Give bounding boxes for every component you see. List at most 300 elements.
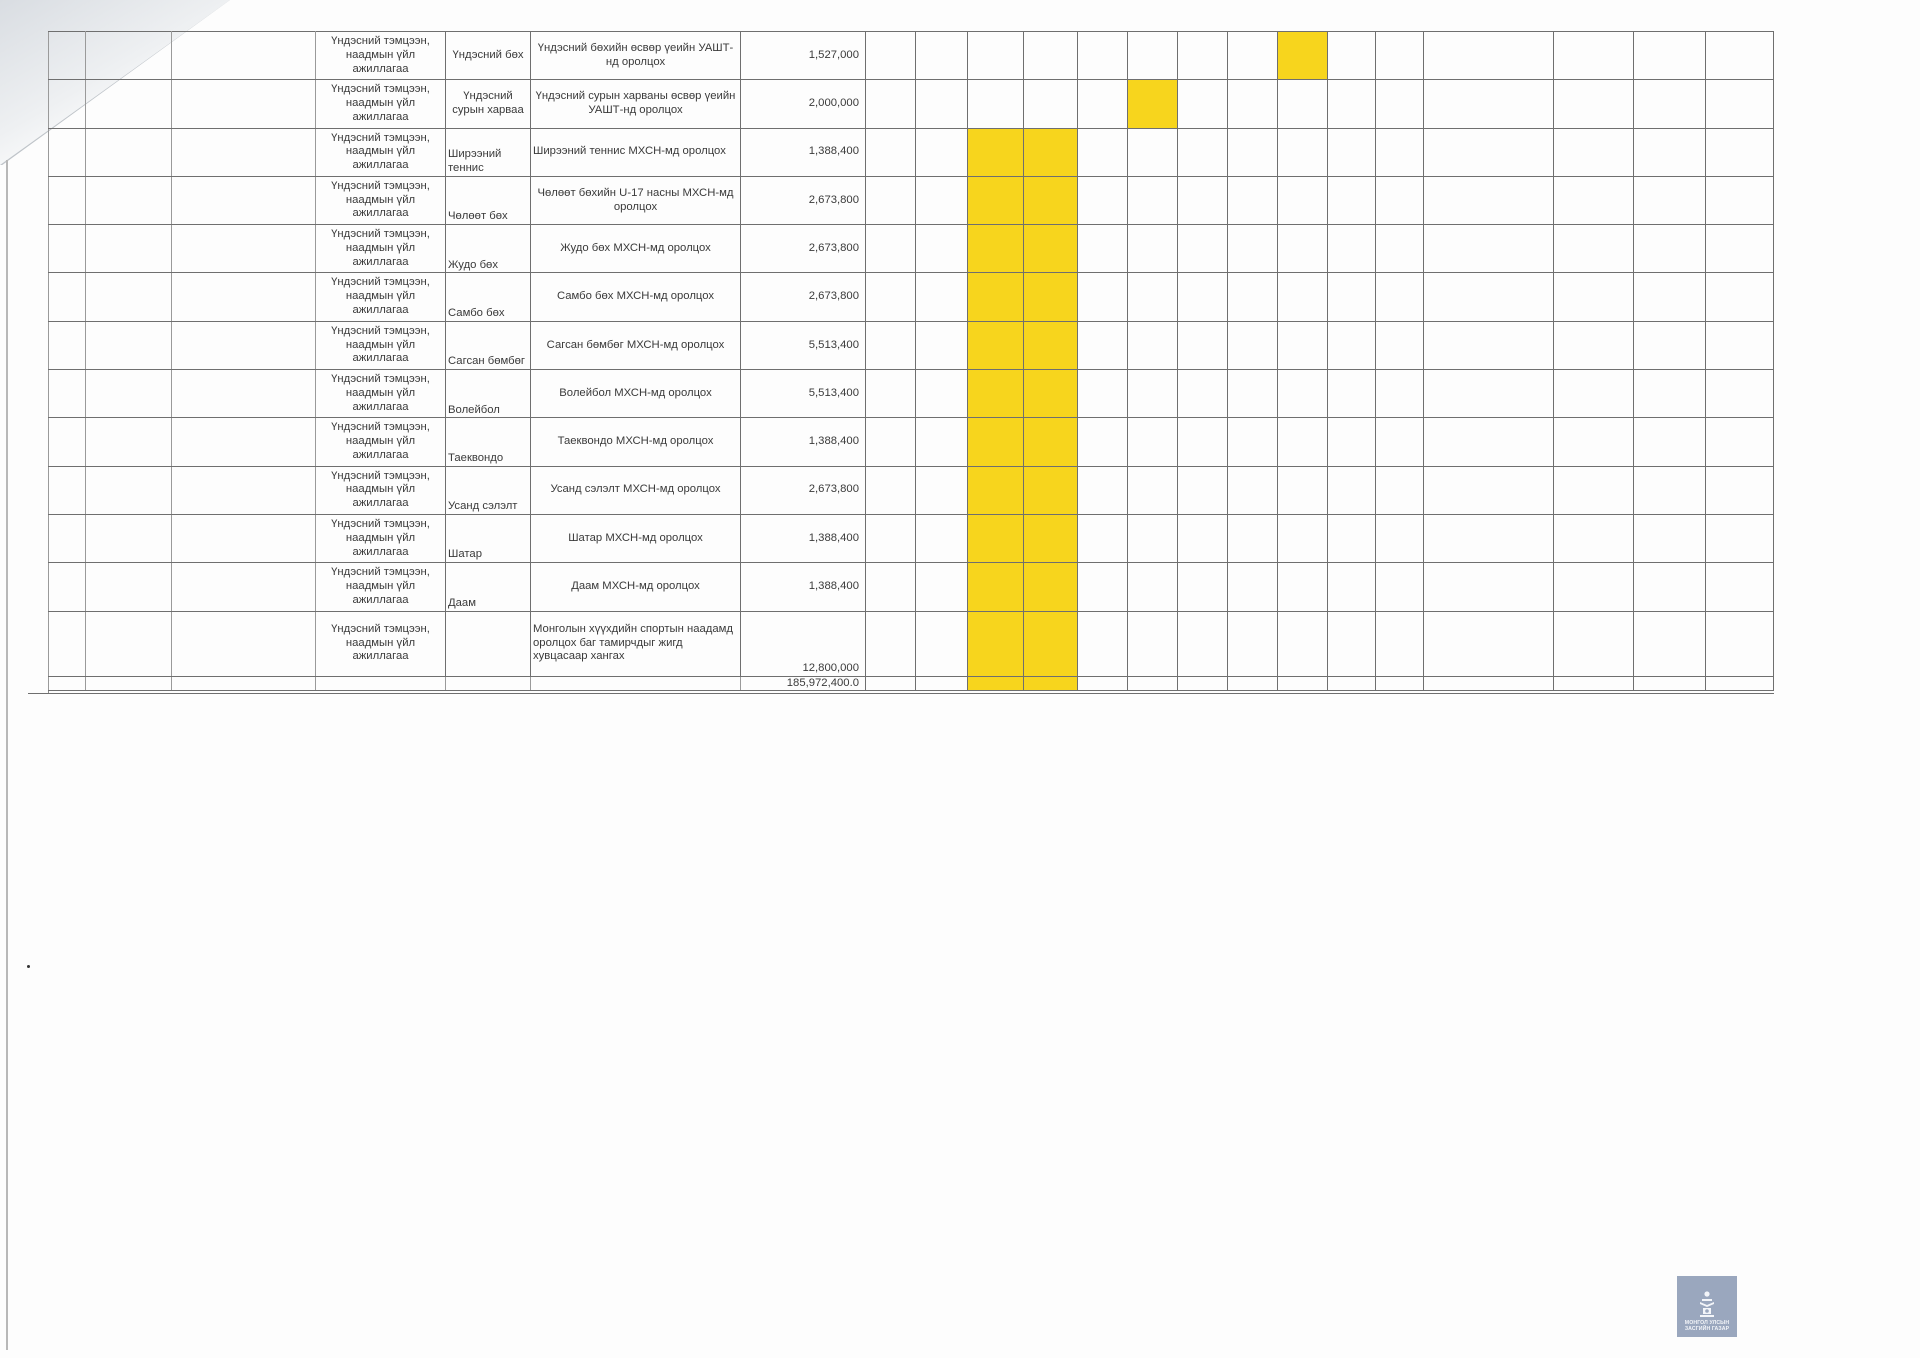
schedule-cell — [1278, 370, 1328, 418]
schedule-cell — [866, 514, 916, 562]
schedule-cell — [1024, 80, 1078, 128]
schedule-cell — [1228, 676, 1278, 691]
schedule-cell — [1228, 418, 1278, 466]
schedule-cell — [916, 128, 968, 176]
schedule-cell — [1424, 418, 1554, 466]
schedule-cell — [916, 225, 968, 273]
schedule-cell — [866, 128, 916, 176]
sport-cell: Даам — [446, 563, 531, 611]
sport-cell: Шатар — [446, 514, 531, 562]
schedule-cell — [866, 176, 916, 224]
blank-cell — [172, 80, 316, 128]
schedule-cell — [1278, 321, 1328, 369]
schedule-cell — [1128, 128, 1178, 176]
schedule-cell-highlighted — [1024, 176, 1078, 224]
sport-cell: Үндэсний сурын харваа — [446, 80, 531, 128]
schedule-cell — [1178, 611, 1228, 676]
schedule-cell — [1178, 80, 1228, 128]
schedule-cell — [1178, 418, 1228, 466]
schedule-cell — [916, 418, 968, 466]
schedule-cell — [1078, 563, 1128, 611]
schedule-cell — [1278, 514, 1328, 562]
schedule-cell — [1554, 321, 1634, 369]
table-row — [49, 466, 1774, 514]
schedule-cell — [1178, 128, 1228, 176]
schedule-cell — [1078, 321, 1128, 369]
schedule-cell — [1634, 273, 1706, 321]
blank-cell — [172, 321, 316, 369]
schedule-cell-highlighted — [968, 563, 1024, 611]
blank-cell — [49, 273, 86, 321]
activity-cell: Шатар МХСН-мд оролцох — [531, 514, 741, 562]
soyombo-emblem-icon — [1696, 1290, 1718, 1318]
schedule-cell — [1328, 611, 1376, 676]
schedule-cell — [1554, 676, 1634, 691]
category-cell: Үндэсний тэмцээн, наадмын үйл ажиллагаа — [316, 563, 446, 611]
schedule-cell — [1178, 563, 1228, 611]
total-row — [49, 676, 1774, 691]
schedule-cell — [1228, 80, 1278, 128]
schedule-cell — [866, 32, 916, 80]
blank-cell — [86, 370, 172, 418]
activity-cell: Волейбол МХСН-мд оролцох — [531, 370, 741, 418]
category-cell: Үндэсний тэмцээн, наадмын үйл ажиллагаа — [316, 176, 446, 224]
schedule-cell — [1554, 176, 1634, 224]
blank-cell — [172, 128, 316, 176]
schedule-cell — [1376, 80, 1424, 128]
schedule-cell — [1178, 514, 1228, 562]
schedule-cell — [1078, 370, 1128, 418]
blank-cell — [49, 676, 86, 691]
blank-cell — [172, 225, 316, 273]
schedule-cell — [1178, 676, 1228, 691]
schedule-cell — [968, 32, 1024, 80]
schedule-cell — [1634, 80, 1706, 128]
logo-line-1: МОНГОЛ УЛСЫН — [1684, 1320, 1730, 1327]
schedule-cell — [1128, 370, 1178, 418]
schedule-cell — [1178, 176, 1228, 224]
schedule-cell — [1424, 128, 1554, 176]
schedule-cell — [1706, 176, 1774, 224]
table-row — [49, 418, 1774, 466]
schedule-cell — [1178, 370, 1228, 418]
schedule-cell — [916, 273, 968, 321]
schedule-cell — [1424, 370, 1554, 418]
schedule-cell — [916, 321, 968, 369]
schedule-cell — [916, 80, 968, 128]
schedule-cell-highlighted — [968, 611, 1024, 676]
schedule-cell — [1078, 80, 1128, 128]
amount-cell: 2,673,800 — [741, 225, 866, 273]
amount-cell: 2,673,800 — [741, 466, 866, 514]
blank-cell — [49, 370, 86, 418]
table-row — [49, 176, 1774, 224]
schedule-cell — [1706, 676, 1774, 691]
schedule-cell — [1634, 128, 1706, 176]
blank-cell — [86, 273, 172, 321]
table-row — [49, 563, 1774, 611]
schedule-cell — [1376, 611, 1424, 676]
schedule-cell — [866, 370, 916, 418]
blank-cell — [49, 32, 86, 80]
schedule-cell — [1706, 128, 1774, 176]
schedule-cell — [1328, 466, 1376, 514]
category-cell: Үндэсний тэмцээн, наадмын үйл ажиллагаа — [316, 128, 446, 176]
schedule-cell-highlighted — [1024, 514, 1078, 562]
activity-cell: Чөлөөт бөхийн U-17 насны МХСН-мд оролцох — [531, 176, 741, 224]
schedule-cell — [1328, 80, 1376, 128]
schedule-cell — [1554, 128, 1634, 176]
schedule-cell-highlighted — [1128, 80, 1178, 128]
schedule-cell — [1634, 563, 1706, 611]
table-row — [49, 273, 1774, 321]
schedule-cell — [1278, 563, 1328, 611]
blank-cell — [446, 676, 531, 691]
activity-cell: Жудо бөх МХСН-мд оролцох — [531, 225, 741, 273]
blank-cell — [172, 676, 316, 691]
schedule-cell — [1634, 176, 1706, 224]
blank-cell — [49, 80, 86, 128]
schedule-cell — [1278, 676, 1328, 691]
activity-cell: Үндэсний сурын харваны өсвөр үеийн УАШТ-нд оролцох — [531, 80, 741, 128]
schedule-cell-highlighted — [1024, 128, 1078, 176]
schedule-cell — [866, 676, 916, 691]
schedule-cell — [1328, 514, 1376, 562]
schedule-cell — [866, 466, 916, 514]
schedule-cell — [1328, 176, 1376, 224]
blank-cell — [49, 514, 86, 562]
schedule-cell-highlighted — [968, 676, 1024, 691]
blank-cell — [49, 611, 86, 676]
schedule-cell — [1706, 225, 1774, 273]
category-cell: Үндэсний тэмцээн, наадмын үйл ажиллагаа — [316, 418, 446, 466]
schedule-cell — [1328, 225, 1376, 273]
page-edge-line — [6, 160, 8, 1350]
schedule-cell — [1078, 418, 1128, 466]
activity-cell: Монголын хүүхдийн спортын наадамд оролцох баг тамирчдыг жигд хувцасаар хангах — [531, 611, 741, 676]
amount-cell: 2,000,000 — [741, 80, 866, 128]
blank-cell — [86, 321, 172, 369]
activity-cell: Ширээний теннис МХСН-мд оролцох — [531, 128, 741, 176]
schedule-cell — [1328, 676, 1376, 691]
schedule-cell — [1078, 611, 1128, 676]
schedule-cell — [1634, 611, 1706, 676]
schedule-cell — [866, 80, 916, 128]
schedule-cell-highlighted — [1024, 225, 1078, 273]
blank-cell — [172, 563, 316, 611]
sport-cell: Сагсан бөмбөг — [446, 321, 531, 369]
schedule-cell-highlighted — [1024, 611, 1078, 676]
amount-cell: 12,800,000 — [741, 611, 866, 676]
schedule-cell — [1376, 514, 1424, 562]
schedule-cell — [1328, 273, 1376, 321]
schedule-cell — [1706, 370, 1774, 418]
schedule-cell — [1278, 611, 1328, 676]
schedule-cell — [1228, 563, 1278, 611]
schedule-cell — [1554, 273, 1634, 321]
schedule-cell — [1278, 273, 1328, 321]
schedule-cell — [1328, 418, 1376, 466]
schedule-cell — [1078, 466, 1128, 514]
blank-cell — [49, 225, 86, 273]
schedule-cell — [1424, 466, 1554, 514]
schedule-cell — [1706, 466, 1774, 514]
schedule-cell — [866, 418, 916, 466]
table-row — [49, 225, 1774, 273]
activity-cell: Үндэсний бөхийн өсвөр үеийн УАШТ-нд оролцох — [531, 32, 741, 80]
blank-cell — [172, 370, 316, 418]
category-cell: Үндэсний тэмцээн, наадмын үйл ажиллагаа — [316, 321, 446, 369]
schedule-cell — [1376, 370, 1424, 418]
schedule-cell-highlighted — [1024, 370, 1078, 418]
schedule-cell — [1328, 32, 1376, 80]
amount-cell: 5,513,400 — [741, 370, 866, 418]
schedule-cell-highlighted — [968, 128, 1024, 176]
schedule-cell-highlighted — [968, 321, 1024, 369]
schedule-cell — [1228, 466, 1278, 514]
schedule-cell-highlighted — [968, 466, 1024, 514]
schedule-cell — [1706, 611, 1774, 676]
schedule-cell — [1376, 225, 1424, 273]
schedule-cell — [1024, 32, 1078, 80]
schedule-cell — [1554, 563, 1634, 611]
table-row — [49, 128, 1774, 176]
schedule-cell — [1128, 418, 1178, 466]
schedule-cell — [1706, 32, 1774, 80]
schedule-cell — [1424, 676, 1554, 691]
schedule-cell — [1278, 128, 1328, 176]
schedule-cell — [1376, 32, 1424, 80]
schedule-cell — [1376, 466, 1424, 514]
schedule-cell — [1228, 514, 1278, 562]
sport-cell — [446, 611, 531, 676]
category-cell: Үндэсний тэмцээн, наадмын үйл ажиллагаа — [316, 80, 446, 128]
schedule-cell — [1376, 321, 1424, 369]
table-row — [49, 611, 1774, 676]
schedule-cell — [1376, 676, 1424, 691]
blank-cell — [86, 80, 172, 128]
schedule-cell-highlighted — [968, 370, 1024, 418]
schedule-cell — [1228, 32, 1278, 80]
schedule-cell — [1554, 32, 1634, 80]
schedule-cell — [1634, 418, 1706, 466]
sport-cell: Чөлөөт бөх — [446, 176, 531, 224]
table-row — [49, 32, 1774, 80]
category-cell: Үндэсний тэмцээн, наадмын үйл ажиллагаа — [316, 225, 446, 273]
schedule-cell — [1078, 176, 1128, 224]
sport-cell: Таеквондо — [446, 418, 531, 466]
schedule-cell-highlighted — [1278, 32, 1328, 80]
schedule-cell — [1128, 176, 1178, 224]
schedule-cell — [1278, 80, 1328, 128]
blank-cell — [86, 128, 172, 176]
schedule-cell — [1128, 611, 1178, 676]
category-cell: Үндэсний тэмцээн, наадмын үйл ажиллагаа — [316, 273, 446, 321]
schedule-cell — [1706, 321, 1774, 369]
schedule-cell — [1554, 466, 1634, 514]
schedule-cell — [1634, 321, 1706, 369]
schedule-cell-highlighted — [1024, 418, 1078, 466]
schedule-cell — [1178, 225, 1228, 273]
blank-cell — [49, 563, 86, 611]
blank-cell — [172, 273, 316, 321]
schedule-cell — [866, 225, 916, 273]
schedule-cell — [1424, 225, 1554, 273]
schedule-cell — [1228, 611, 1278, 676]
schedule-cell — [1634, 514, 1706, 562]
schedule-cell — [1078, 676, 1128, 691]
blank-cell — [316, 676, 446, 691]
schedule-cell — [1706, 563, 1774, 611]
activity-cell: Даам МХСН-мд оролцох — [531, 563, 741, 611]
blank-cell — [49, 466, 86, 514]
schedule-cell — [1078, 273, 1128, 321]
schedule-cell — [1376, 563, 1424, 611]
schedule-cell — [1634, 32, 1706, 80]
schedule-cell — [866, 563, 916, 611]
schedule-cell — [1634, 676, 1706, 691]
schedule-cell — [916, 370, 968, 418]
schedule-cell — [866, 321, 916, 369]
schedule-cell — [1328, 563, 1376, 611]
category-cell: Үндэсний тэмцээн, наадмын үйл ажиллагаа — [316, 466, 446, 514]
schedule-cell — [916, 611, 968, 676]
schedule-cell-highlighted — [968, 273, 1024, 321]
table-row — [49, 370, 1774, 418]
blank-cell — [49, 128, 86, 176]
schedule-cell-highlighted — [968, 514, 1024, 562]
schedule-cell — [1424, 176, 1554, 224]
blank-cell — [531, 676, 741, 691]
schedule-cell — [1554, 225, 1634, 273]
sport-cell: Волейбол — [446, 370, 531, 418]
category-cell: Үндэсний тэмцээн, наадмын үйл ажиллагаа — [316, 611, 446, 676]
total-amount: 185,972,400.0 — [741, 676, 866, 691]
blank-cell — [86, 225, 172, 273]
schedule-cell — [1078, 225, 1128, 273]
schedule-cell-highlighted — [968, 418, 1024, 466]
amount-cell: 1,388,400 — [741, 418, 866, 466]
schedule-cell-highlighted — [968, 225, 1024, 273]
schedule-cell — [1706, 514, 1774, 562]
schedule-cell — [1228, 273, 1278, 321]
blank-cell — [172, 611, 316, 676]
blank-cell — [172, 176, 316, 224]
schedule-cell — [1706, 418, 1774, 466]
schedule-cell — [1554, 418, 1634, 466]
sport-cell: Самбо бөх — [446, 273, 531, 321]
schedule-cell-highlighted — [1024, 273, 1078, 321]
schedule-cell — [1128, 563, 1178, 611]
blank-cell — [172, 32, 316, 80]
schedule-cell-highlighted — [968, 176, 1024, 224]
blank-cell — [49, 321, 86, 369]
schedule-cell — [1178, 32, 1228, 80]
schedule-cell — [1278, 418, 1328, 466]
schedule-cell — [1128, 225, 1178, 273]
schedule-cell — [1228, 370, 1278, 418]
schedule-cell — [866, 273, 916, 321]
schedule-cell — [1128, 321, 1178, 369]
category-cell: Үндэсний тэмцээн, наадмын үйл ажиллагаа — [316, 514, 446, 562]
blank-cell — [86, 563, 172, 611]
amount-cell: 1,388,400 — [741, 514, 866, 562]
schedule-cell — [1128, 676, 1178, 691]
schedule-cell-highlighted — [1024, 563, 1078, 611]
schedule-cell — [1278, 176, 1328, 224]
category-cell: Үндэсний тэмцээн, наадмын үйл ажиллагаа — [316, 370, 446, 418]
sport-cell: Жудо бөх — [446, 225, 531, 273]
schedule-cell — [916, 514, 968, 562]
amount-cell: 2,673,800 — [741, 273, 866, 321]
schedule-cell — [916, 32, 968, 80]
schedule-cell — [1178, 466, 1228, 514]
schedule-cell — [916, 563, 968, 611]
schedule-cell — [1424, 32, 1554, 80]
budget-table — [48, 31, 1774, 691]
schedule-cell — [1424, 321, 1554, 369]
schedule-cell — [1178, 321, 1228, 369]
schedule-cell — [1634, 225, 1706, 273]
schedule-cell — [1228, 225, 1278, 273]
blank-cell — [172, 514, 316, 562]
schedule-cell — [1554, 80, 1634, 128]
scan-speck — [27, 965, 30, 968]
schedule-cell — [1278, 225, 1328, 273]
amount-cell: 1,388,400 — [741, 563, 866, 611]
table-row — [49, 80, 1774, 128]
schedule-cell — [1328, 370, 1376, 418]
schedule-cell — [1554, 370, 1634, 418]
schedule-cell — [1376, 176, 1424, 224]
schedule-cell — [1078, 32, 1128, 80]
schedule-cell — [1706, 80, 1774, 128]
table-bottom-rule — [28, 693, 1774, 694]
schedule-cell — [1278, 466, 1328, 514]
table-left-stub — [26, 31, 49, 694]
schedule-cell — [1328, 321, 1376, 369]
blank-cell — [86, 32, 172, 80]
government-logo — [1677, 1276, 1737, 1337]
schedule-cell — [1128, 466, 1178, 514]
schedule-cell — [1634, 370, 1706, 418]
schedule-cell — [916, 176, 968, 224]
table-row — [49, 514, 1774, 562]
schedule-cell — [1376, 128, 1424, 176]
schedule-cell — [866, 611, 916, 676]
category-cell: Үндэсний тэмцээн, наадмын үйл ажиллагаа — [316, 32, 446, 80]
schedule-cell — [1128, 514, 1178, 562]
schedule-cell — [1328, 128, 1376, 176]
schedule-cell — [916, 466, 968, 514]
schedule-cell — [1128, 32, 1178, 80]
blank-cell — [49, 418, 86, 466]
blank-cell — [86, 611, 172, 676]
blank-cell — [86, 418, 172, 466]
activity-cell: Сагсан бөмбөг МХСН-мд оролцох — [531, 321, 741, 369]
blank-cell — [172, 466, 316, 514]
schedule-cell — [1078, 514, 1128, 562]
amount-cell: 2,673,800 — [741, 176, 866, 224]
activity-cell: Усанд сэлэлт МХСН-мд оролцох — [531, 466, 741, 514]
schedule-cell — [1128, 273, 1178, 321]
schedule-cell-highlighted — [1024, 321, 1078, 369]
schedule-cell — [1228, 128, 1278, 176]
schedule-cell — [968, 80, 1024, 128]
schedule-cell — [916, 676, 968, 691]
schedule-cell — [1424, 611, 1554, 676]
schedule-cell — [1078, 128, 1128, 176]
